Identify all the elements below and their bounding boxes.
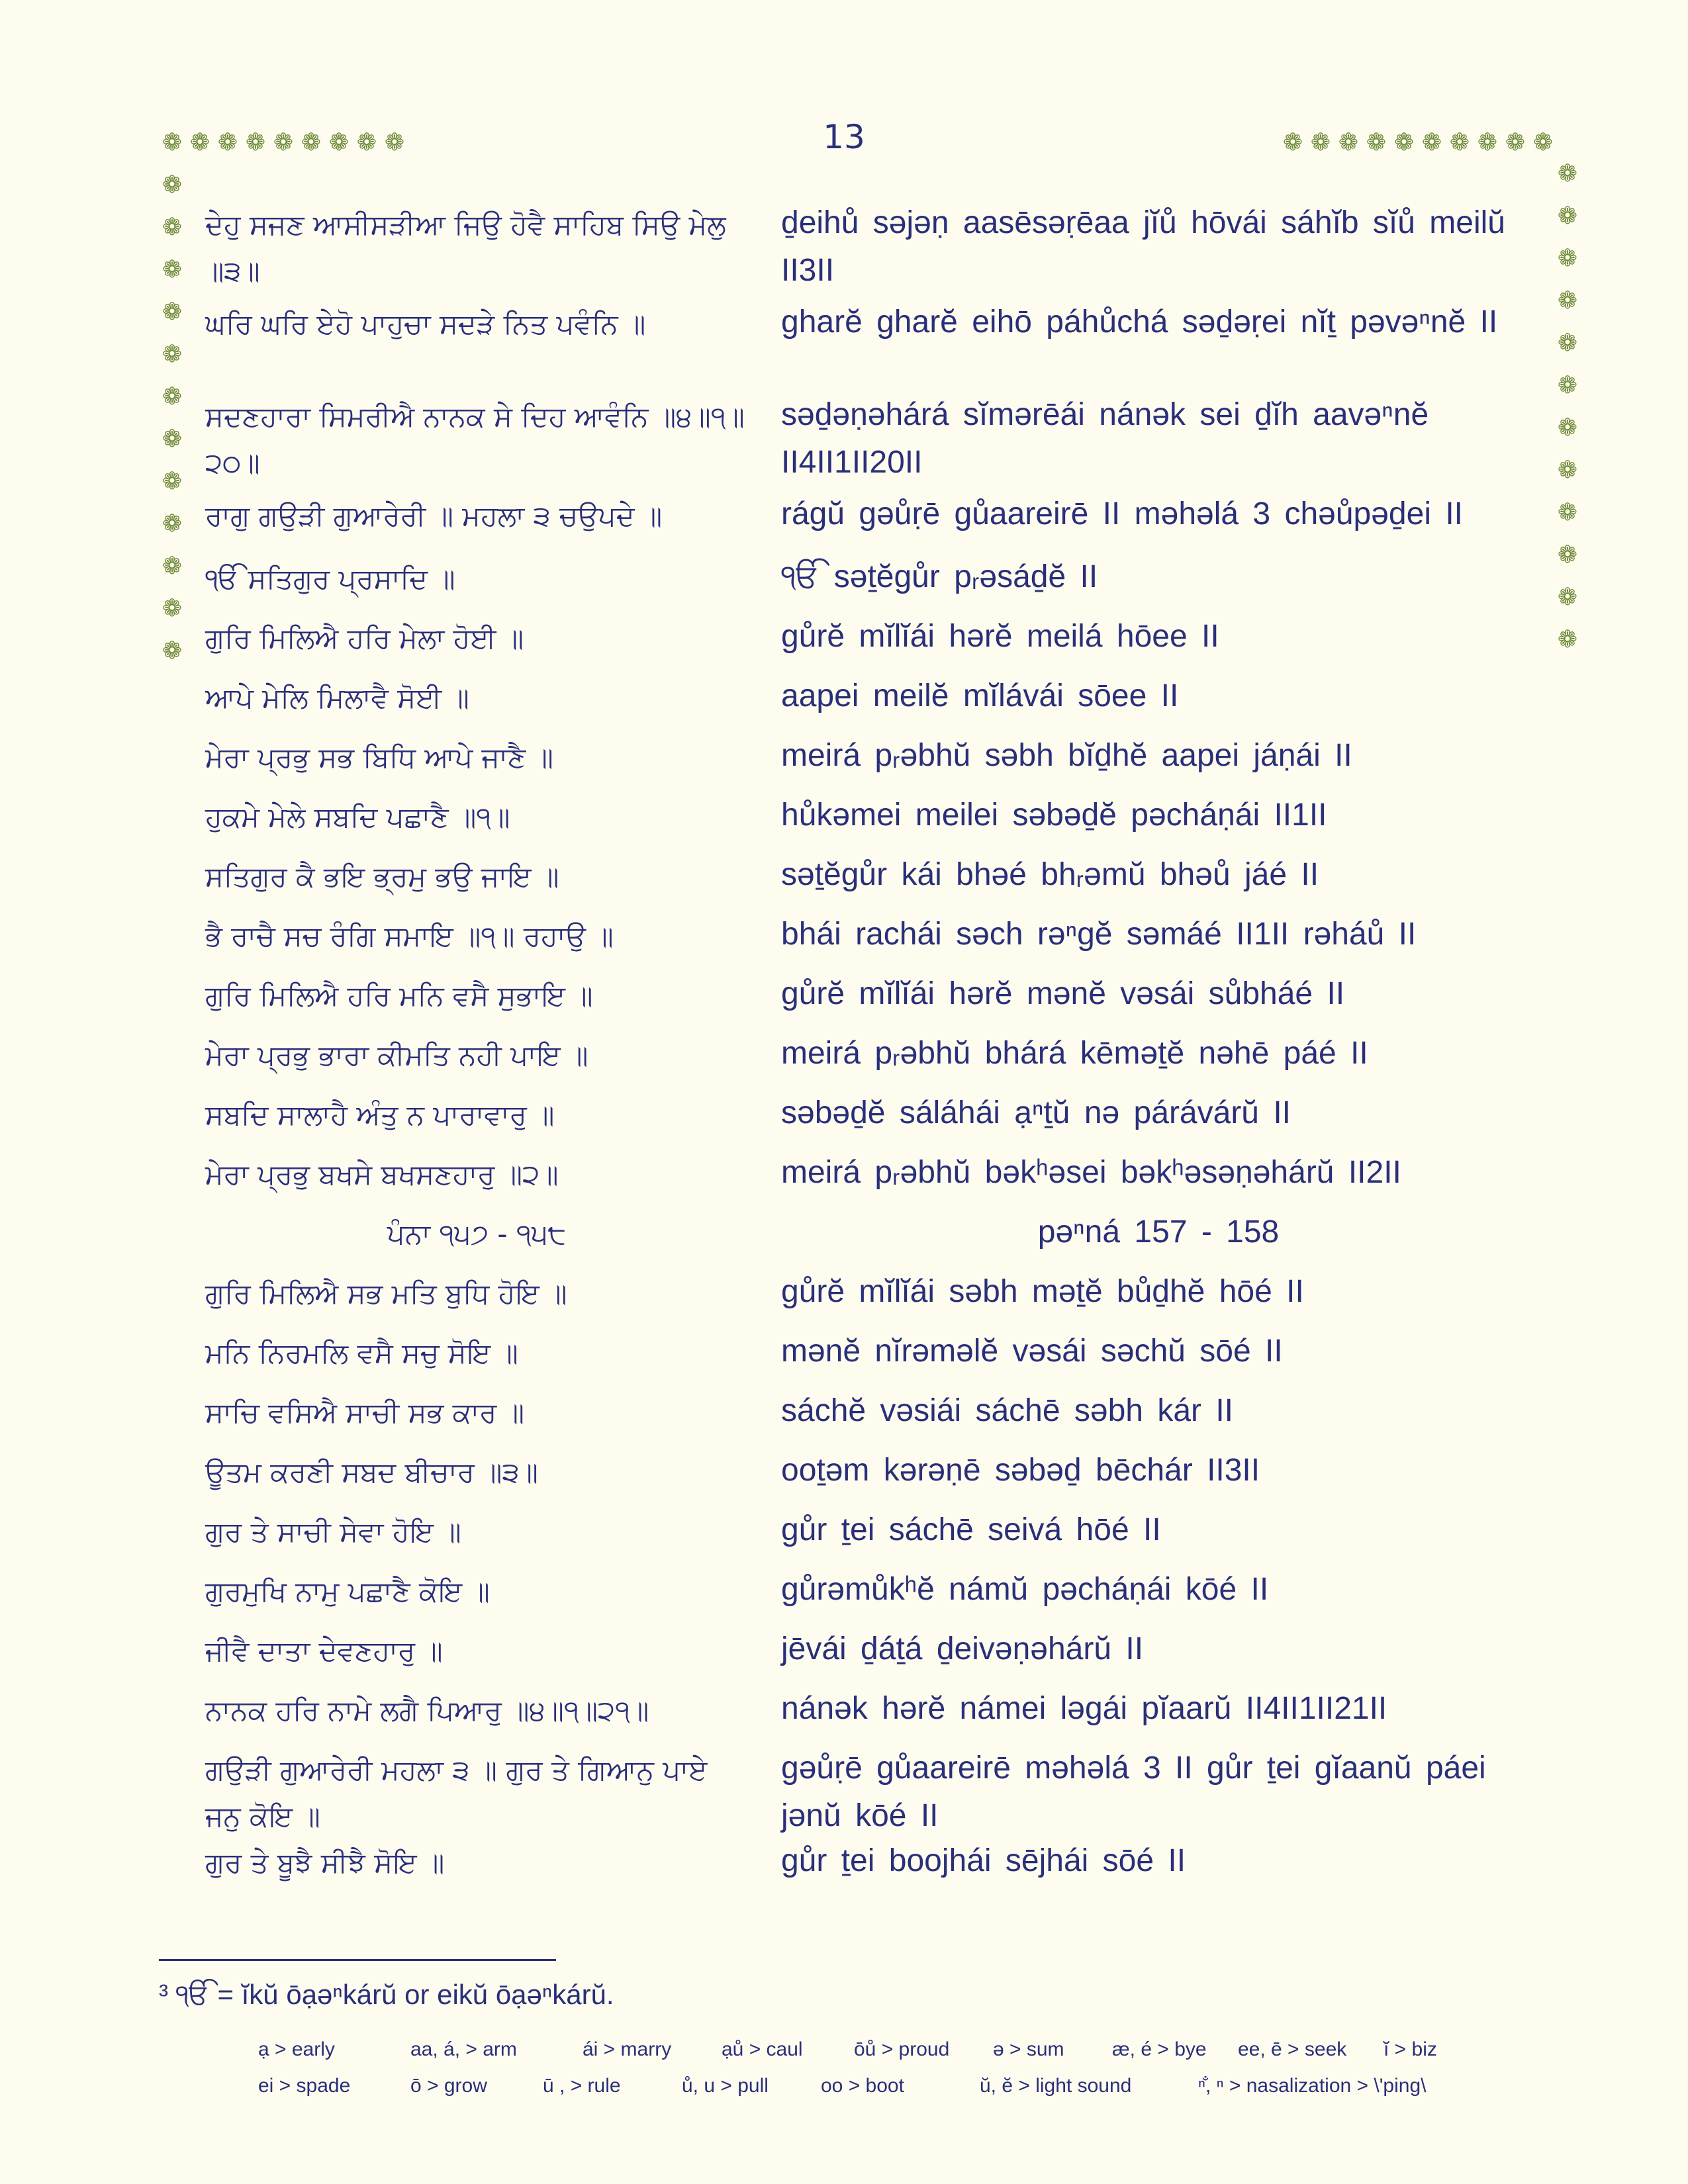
flower-ornament-icon: ❁ <box>1557 626 1578 653</box>
gurmukhi-line: ਗੁਰਿ ਮਿਲਿਐ ਹਰਿ ਮਨਿ ਵਸੈ ਸੁਭਾਇ ॥ <box>205 979 593 1012</box>
gurmukhi-line: ਗੁਰਿ ਮਿਲਿਐ ਹਰਿ ਮੇਲਾ ਹੋਈ ॥ <box>205 622 524 655</box>
flower-ornament-icon: ❁ <box>162 426 183 453</box>
key-entry: ů, u > pull <box>682 2075 769 2097</box>
transliteration-line: meirá pᵣəbhŭ bəkʰəsei bəkʰəsəṇəhárŭ II2II <box>781 1155 1401 1190</box>
gurmukhi-line: ਭੈ ਰਾਚੈ ਸਚ ਰੰਗਿ ਸਮਾਇ ॥੧॥ ਰਹਾਉ ॥ <box>205 920 614 952</box>
flower-ornament-icon: ❁ <box>162 468 183 495</box>
flower-ornament-icon: ❁ <box>1557 372 1578 399</box>
flower-ornament-icon: ❁ <box>162 129 183 156</box>
key-entry: ạů > caul <box>722 2038 803 2060</box>
flower-ornament-icon: ❁ <box>162 256 183 283</box>
key-entry: ə > sum <box>993 2038 1064 2060</box>
gurmukhi-line: ਮੇਰਾ ਪ੍ਰਭੁ ਸਭ ਬਿਧਿ ਆਪੇ ਜਾਣੈ ॥ <box>205 741 553 774</box>
flower-ornament-icon: ❁ <box>1557 245 1578 272</box>
transliteration-line: ḏeihů səjəṇ aasēsəṛēaa jĭů hōvái sáhĭb sĭů meilŭ II3II <box>781 205 1505 288</box>
gurmukhi-line: ਸਾਚਿ ਵਸਿਐ ਸਾਚੀ ਸਭ ਕਾਰ ॥ <box>205 1396 525 1429</box>
transliteration-line: sáchĕ vəsiái sáchē səbh kár II <box>781 1393 1234 1428</box>
flower-ornament-icon: ❁ <box>162 171 183 199</box>
gurmukhi-line: ਪੰਨਾ ੧੫੭ - ੧੫੮ <box>387 1218 567 1250</box>
key-entry: ei > spade <box>258 2075 351 2097</box>
flower-ornament-icon: ❁ <box>384 129 405 156</box>
gurmukhi-line: ਗੁਰ ਤੇ ਸਾਚੀ ਸੇਵਾ ਹੋਇ ॥ <box>205 1516 461 1548</box>
transliteration-line: bhái rachái səch rəⁿgĕ səmáé II1II rəháů II <box>781 917 1417 952</box>
flower-ornament-icon: ❁ <box>217 129 238 156</box>
transliteration-line: nánək hərĕ námei ləgái pĭaarŭ II4II1II21II <box>781 1691 1387 1726</box>
flower-ornament-icon: ❁ <box>273 129 294 156</box>
flower-ornament-icon: ❁ <box>1366 129 1387 156</box>
flower-ornament-icon: ❁ <box>1557 203 1578 230</box>
flower-ornament-icon: ❁ <box>1557 414 1578 441</box>
transliteration-line: gůrəmůkʰĕ námŭ pəcháṇái kōé II <box>781 1572 1269 1607</box>
key-entry: æ, é > bye <box>1112 2038 1207 2060</box>
transliteration-line: rágŭ gəůṛē gůaareirē II məhəlá 3 chəůpəḏei II <box>781 496 1463 531</box>
gurmukhi-line: ਸਦਣਹਾਰਾ ਸਿਮਰੀਐ ਨਾਨਕ ਸੇ ਦਿਹ ਆਵੰਨਿ ॥੪॥੧॥੨੦॥ <box>205 400 745 479</box>
gurmukhi-line: ਘਰਿ ਘਰਿ ਏਹੋ ਪਾਹੁਚਾ ਸਦੜੇ ਨਿਤ ਪਵੰਨਿ ॥ <box>205 308 646 340</box>
key-entry: ạ > early <box>258 2038 335 2060</box>
gurmukhi-line: ਮੇਰਾ ਪ੍ਰਭੁ ਬਖਸੇ ਬਖਸਣਹਾਰੁ ॥੨॥ <box>205 1158 559 1191</box>
gurmukhi-line: ਹੁਕਮੇ ਮੇਲੇ ਸਬਦਿ ਪਛਾਣੈ ॥੧॥ <box>205 801 510 833</box>
gurmukhi-line: ਸਬਦਿ ਸਾਲਾਹੈ ਅੰਤੁ ਨ ਪਾਰਾਵਾਰੁ ॥ <box>205 1099 555 1131</box>
transliteration-line: mənĕ nĭrəməlĕ vəsái səchŭ sōé II <box>781 1334 1283 1369</box>
gurmukhi-line: ਗੁਰਮੁਖਿ ਨਾਮੁ ਪਛਾਣੈ ਕੋਇ ॥ <box>205 1575 490 1608</box>
flower-ornament-icon: ❁ <box>301 129 322 156</box>
key-entry: ái > marry <box>583 2038 672 2060</box>
gurmukhi-line: ਸਤਿਗੁਰ ਕੈ ਭਇ ਭ੍ਰਮੁ ਭਉ ਜਾਇ ॥ <box>205 860 559 893</box>
transliteration-line: səṯĕgůr kái bhəé bhᵣəmŭ bhəů jáé II <box>781 857 1319 892</box>
flower-ornament-icon: ❁ <box>1505 129 1526 156</box>
flower-ornament-icon: ❁ <box>1557 499 1578 526</box>
key-entry: ⁿ̐, ⁿ > nasalization > \'ping\ <box>1198 2075 1427 2097</box>
key-entry: ŭ, ĕ > light sound <box>980 2075 1132 2097</box>
transliteration-line: ooṯəm kərəṇē səbəḏ bēchár II3II <box>781 1453 1260 1488</box>
transliteration-line: meirá pᵣəbhŭ bhárá kēməṯĕ nəhē páé II <box>781 1036 1368 1071</box>
flower-ornament-icon: ❁ <box>1449 129 1470 156</box>
key-entry: ō > grow <box>410 2075 487 2097</box>
gurmukhi-line: ਗਉੜੀ ਗੁਆਰੇਰੀ ਮਹਲਾ ੩ ॥ ਗੁਰ ਤੇ ਗਿਆਨੁ ਪਾਏ ਜਨੁ ਕੋਇ ॥ <box>205 1754 708 1833</box>
flower-ornament-icon: ❁ <box>1532 129 1554 156</box>
key-entry: oo > boot <box>821 2075 904 2097</box>
flower-ornament-icon: ❁ <box>162 510 183 537</box>
flower-ornament-icon: ❁ <box>1477 129 1498 156</box>
flower-ornament-icon: ❁ <box>1557 584 1578 611</box>
transliteration-line: aapei meilĕ mĭlávái sōee II <box>781 678 1179 713</box>
gurmukhi-line: ਮੇਰਾ ਪ੍ਰਭੁ ਭਾਰਾ ਕੀਮਤਿ ਨਹੀ ਪਾਇ ॥ <box>205 1039 588 1071</box>
footnote-divider <box>159 1959 556 1961</box>
transliteration-line: gůr ṯei boojhái sējhái sōé II <box>781 1843 1186 1878</box>
transliteration-line: gůr ṯei sáchē seivá hōé II <box>781 1512 1161 1547</box>
transliteration-line: gůrĕ mĭlĭái səbh məṯĕ bůḏhĕ hōé II <box>781 1274 1304 1309</box>
gurmukhi-line: ਨਾਨਕ ਹਰਿ ਨਾਮੇ ਲਗੈ ਪਿਆਰੁ ॥੪॥੧॥੨੧॥ <box>205 1694 649 1727</box>
flower-ornament-icon: ❁ <box>1421 129 1442 156</box>
flower-ornament-icon: ❁ <box>162 214 183 241</box>
flower-ornament-icon: ❁ <box>1557 541 1578 569</box>
gurmukhi-line: ਊਤਮ ਕਰਣੀ ਸਬਦ ਬੀਚਾਰ ॥੩॥ <box>205 1456 538 1488</box>
key-entry: ū , > rule <box>543 2075 621 2097</box>
gurmukhi-line: ਗੁਰ ਤੇ ਬੂਝੈ ਸੀਝੈ ਸੋਇ ॥ <box>205 1846 445 1879</box>
gurmukhi-line: ਜੀਵੈ ਦਾਤਾ ਦੇਵਣਹਾਰੁ ॥ <box>205 1635 443 1667</box>
transliteration-line: jēvái ḏáṯá ḏeivəṇəhárŭ II <box>781 1631 1144 1666</box>
transliteration-line: səbəḏĕ sáláhái ạⁿṯŭ nə párávárŭ II <box>781 1095 1291 1130</box>
gurmukhi-line: ਰਾਗੁ ਗਉੜੀ ਗੁਆਰੇਰੀ ॥ ਮਹਲਾ ੩ ਚਉਪਦੇ ॥ <box>205 500 663 532</box>
flower-ornament-icon: ❁ <box>162 553 183 580</box>
gurmukhi-line: ਗੁਰਿ ਮਿਲਿਐ ਸਭ ਮਤਿ ਬੁਧਿ ਹੋਇ ॥ <box>205 1277 567 1310</box>
transliteration-line: pəⁿná 157 - 158 <box>1037 1214 1280 1250</box>
flower-ornament-icon: ❁ <box>1557 287 1578 314</box>
key-entry: aa, á, > arm <box>410 2038 517 2060</box>
flower-ornament-icon: ❁ <box>162 637 183 664</box>
flower-ornament-icon: ❁ <box>162 595 183 622</box>
transliteration-line: gůrĕ mĭlĭái hərĕ meilá hōee II <box>781 619 1219 654</box>
flower-ornament-icon: ❁ <box>1393 129 1415 156</box>
key-entry: ee, ē > seek <box>1238 2038 1347 2060</box>
flower-ornament-icon: ❁ <box>1557 457 1578 484</box>
flower-ornament-icon: ❁ <box>162 383 183 410</box>
flower-ornament-icon: ❁ <box>1282 129 1303 156</box>
page-number: 13 <box>823 118 865 156</box>
gurmukhi-line: ੴ ਸਤਿਗੁਰ ਪ੍ਰਸਾਦਿ ॥ <box>205 563 455 595</box>
flower-ornament-icon: ❁ <box>1338 129 1359 156</box>
flower-ornament-icon: ❁ <box>1310 129 1331 156</box>
flower-ornament-icon: ❁ <box>162 341 183 368</box>
key-entry: ōů > proud <box>854 2038 950 2060</box>
flower-ornament-icon: ❁ <box>162 298 183 326</box>
transliteration-line: gharĕ gharĕ eihō páhůchá səḏəṛei nĭṯ pəvəⁿnĕ II <box>781 304 1498 340</box>
flower-ornament-icon: ❁ <box>1557 330 1578 357</box>
gurmukhi-line: ਆਪੇ ਮੇਲਿ ਮਿਲਾਵੈ ਸੋਈ ॥ <box>205 682 469 714</box>
footnote: ³ ੴ = ĭkŭ ōạəⁿkárŭ or eikŭ ōạəⁿkárŭ. <box>159 1979 614 2010</box>
flower-ornament-icon: ❁ <box>1557 160 1578 187</box>
gurmukhi-line: ਦੇਹੁ ਸਜਣ ਆਸੀਸੜੀਆ ਜਿਉ ਹੋਵੈ ਸਾਹਿਬ ਸਿਉ ਮੇਲੁ ॥੩॥ <box>205 208 726 287</box>
pronunciation-key-row-2 <box>258 2075 1582 2108</box>
pronunciation-key-row-1 <box>258 2038 1582 2071</box>
flower-ornament-icon: ❁ <box>245 129 266 156</box>
key-entry: ĭ > biz <box>1383 2038 1437 2060</box>
transliteration-line: meirá pᵣəbhŭ səbh bĭḏhĕ aapei jáṇái II <box>781 738 1352 773</box>
flower-ornament-icon: ❁ <box>189 129 211 156</box>
transliteration-line: gůrĕ mĭlĭái hərĕ mənĕ vəsái sůbháé II <box>781 976 1345 1011</box>
flower-ornament-icon: ❁ <box>328 129 350 156</box>
flower-ornament-icon: ❁ <box>356 129 377 156</box>
transliteration-line: ੴ səṯĕgůr pᵣəsáḏĕ II <box>781 559 1098 594</box>
gurmukhi-line: ਮਨਿ ਨਿਰਮਲਿ ਵਸੈ ਸਚੁ ਸੋਇ ॥ <box>205 1337 518 1369</box>
transliteration-line: gəůṛē gůaareirē məhəlá 3 II gůr ṯei gĭaanŭ páei jənŭ kōé II <box>781 1751 1486 1833</box>
transliteration-line: səḏəṇəhárá sĭmərēái nánək sei ḏĭh aavəⁿnĕ II4II1II20II <box>781 397 1429 480</box>
transliteration-line: hůkəmei meilei səbəḏĕ pəcháṇái II1II <box>781 797 1327 833</box>
